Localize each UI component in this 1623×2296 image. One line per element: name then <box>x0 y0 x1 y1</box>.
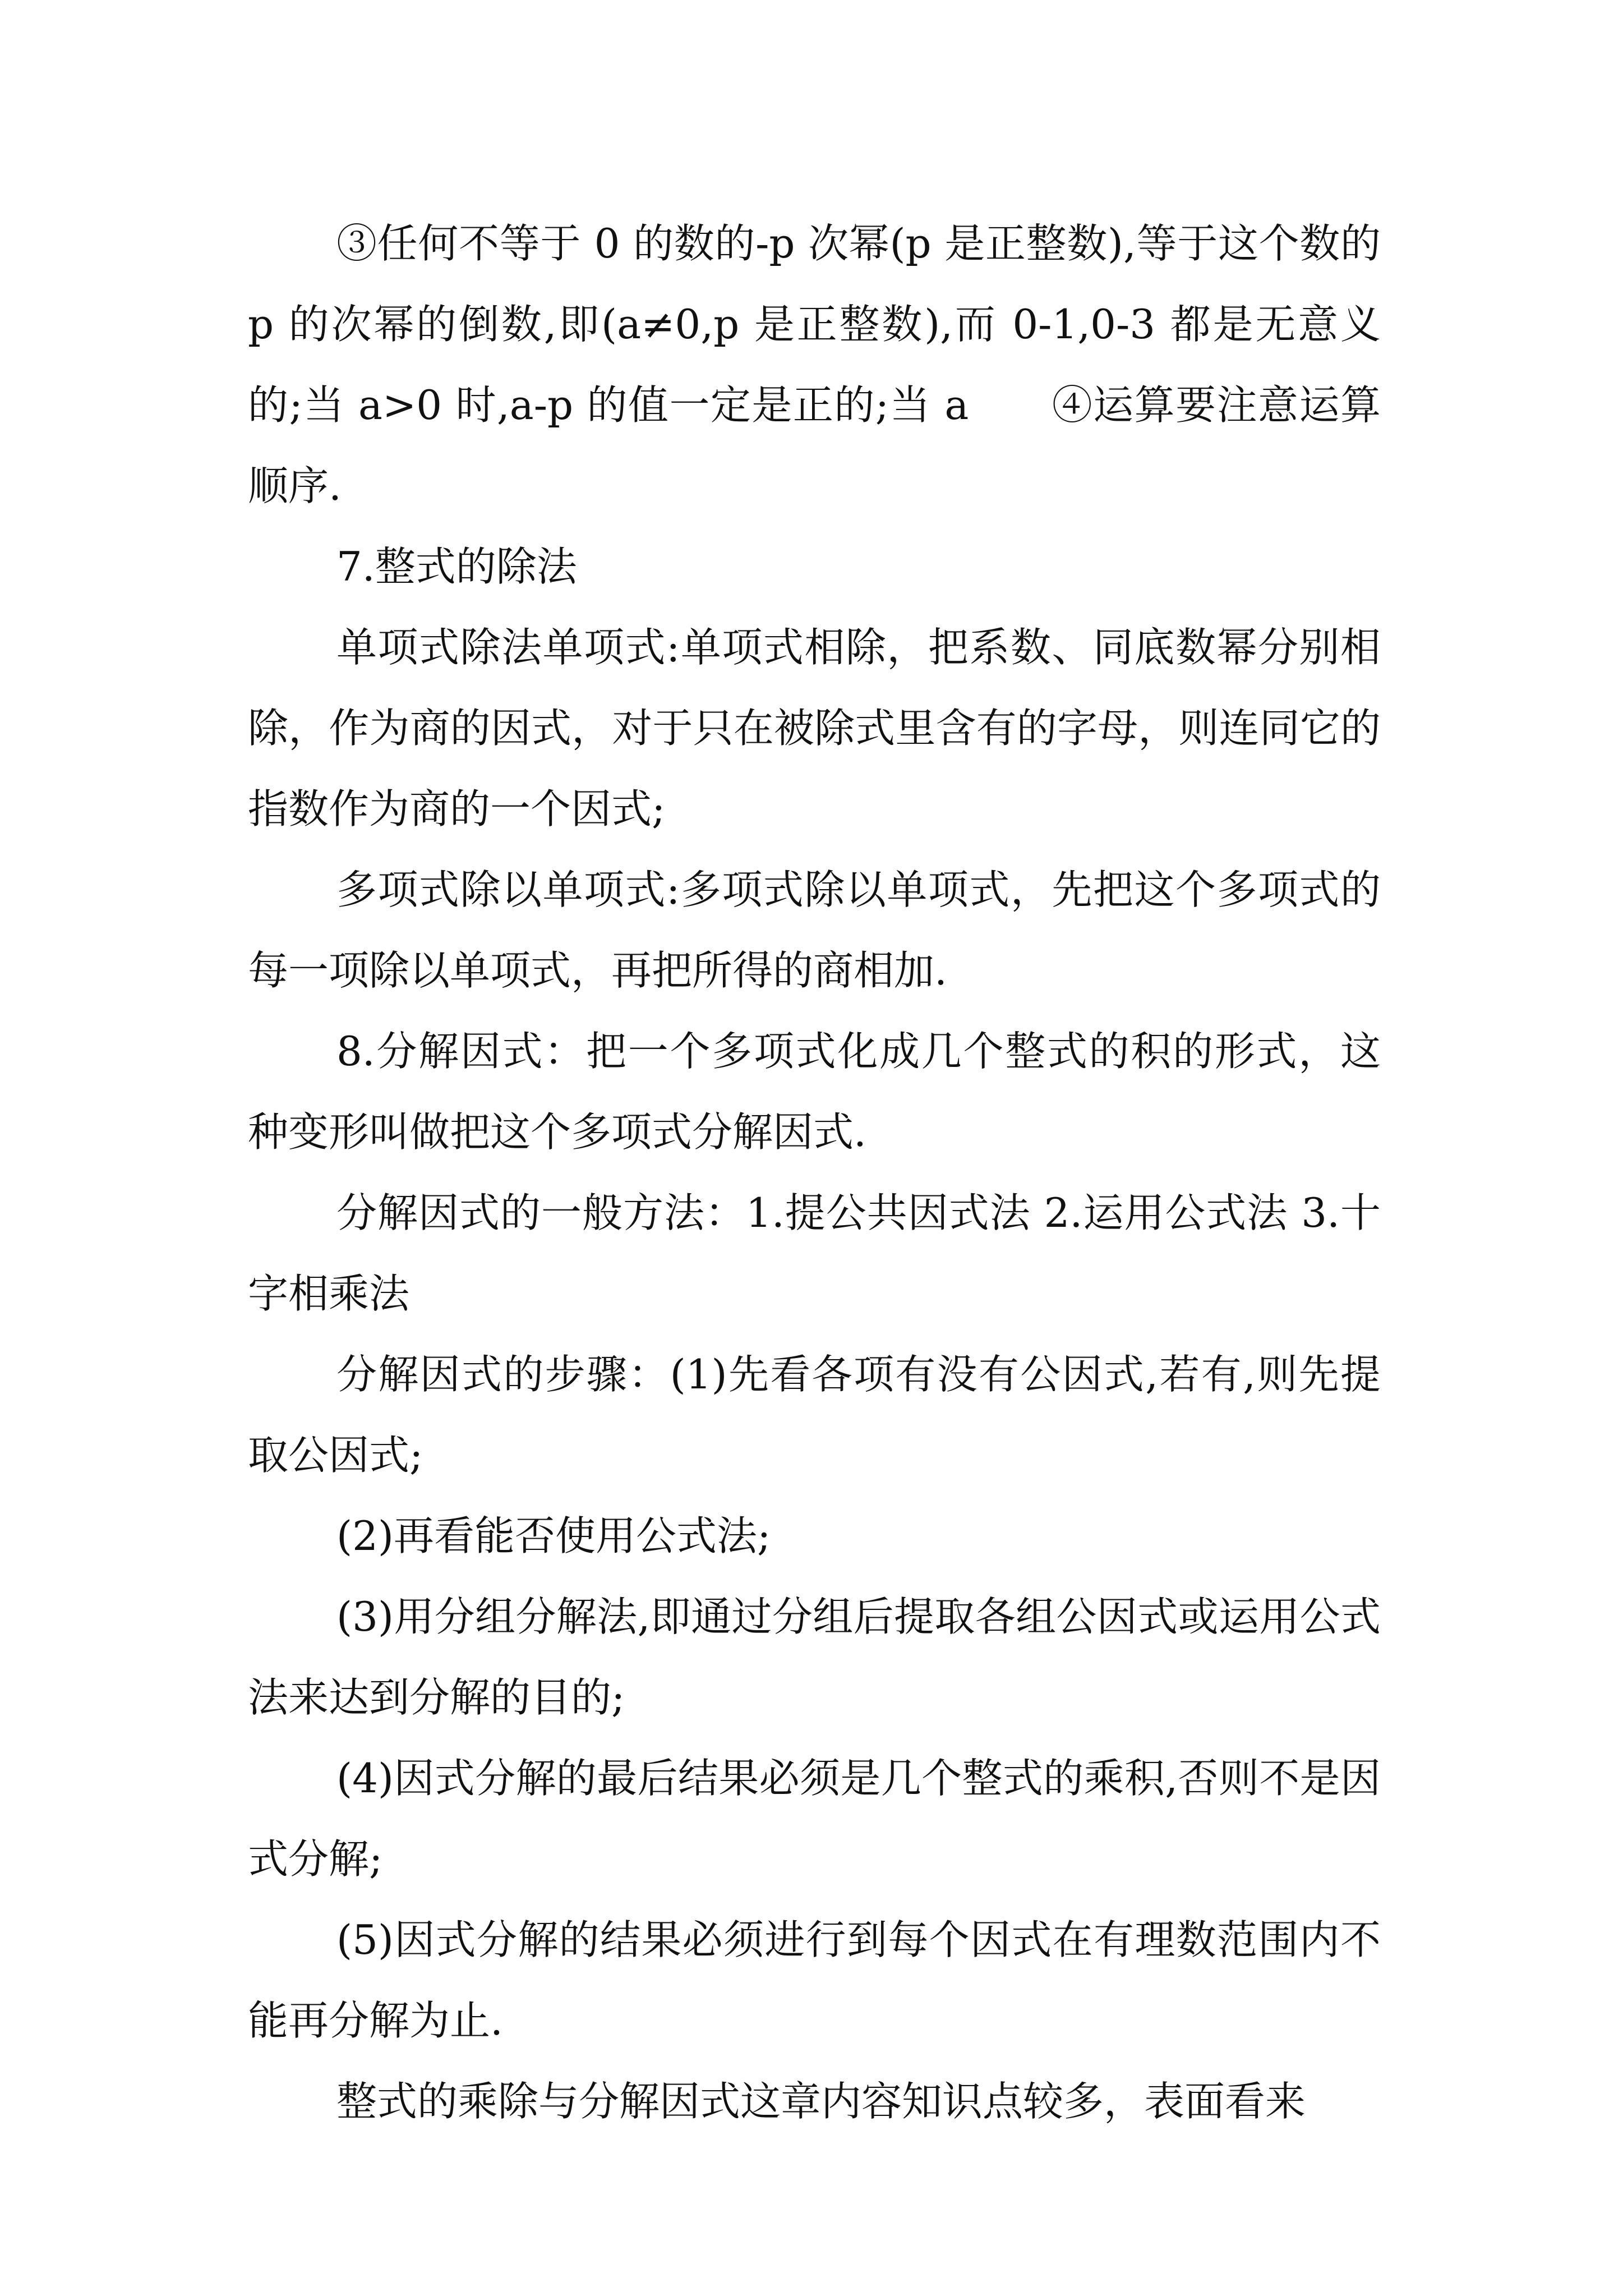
paragraph-chapter-summary: 整式的乘除与分解因式这章内容知识点较多，表面看来 <box>336 2078 1306 2125</box>
paragraph-factorization-step-2: (2)再看能否使用公式法; <box>336 1512 771 1559</box>
paragraph-factorization-definition: 8.分解因式：把一个多项式化成几个整式的积的形式，这种变形叫做把这个多项式分解因式. <box>248 1028 1381 1156</box>
paragraph-polynomial-by-monomial: 多项式除以单项式:多项式除以单项式，先把这个多项式的每一项除以单项式，再把所得的商相加. <box>248 866 1381 994</box>
paragraph-negative-exponent: ③任何不等于 0 的数的-p 次幂(p 是正整数),等于这个数的 p 的次幂的倒数,即(a≠0,p 是正整数),而 0-1,0-3 都是无意义的;当 a>0 时,a-p 的值一定是正的;当 a ④运算要注意运算顺序. <box>248 220 1381 509</box>
paragraph-factorization-step-5: (5)因式分解的结果必须进行到每个因式在有理数范围内不能再分解为止. <box>248 1916 1381 2044</box>
paragraph-factorization-methods: 分解因式的一般方法：1.提公共因式法 2.运用公式法 3.十字相乘法 <box>248 1189 1381 1317</box>
heading-polynomial-division: 7.整式的除法 <box>336 543 577 590</box>
paragraph-monomial-division: 单项式除法单项式:单项式相除，把系数、同底数幂分别相除，作为商的因式，对于只在被除式里含有的字母，则连同它的指数作为商的一个因式; <box>248 624 1381 832</box>
document-body <box>248 203 1381 2142</box>
paragraph-factorization-step-1: 分解因式的步骤：(1)先看各项有没有公因式,若有,则先提取公因式; <box>248 1351 1381 1479</box>
paragraph-factorization-step-3: (3)用分组分解法,即通过分组后提取各组公因式或运用公式法来达到分解的目的; <box>248 1593 1381 1721</box>
paragraph-factorization-step-4: (4)因式分解的最后结果必须是几个整式的乘积,否则不是因式分解; <box>248 1755 1381 1883</box>
